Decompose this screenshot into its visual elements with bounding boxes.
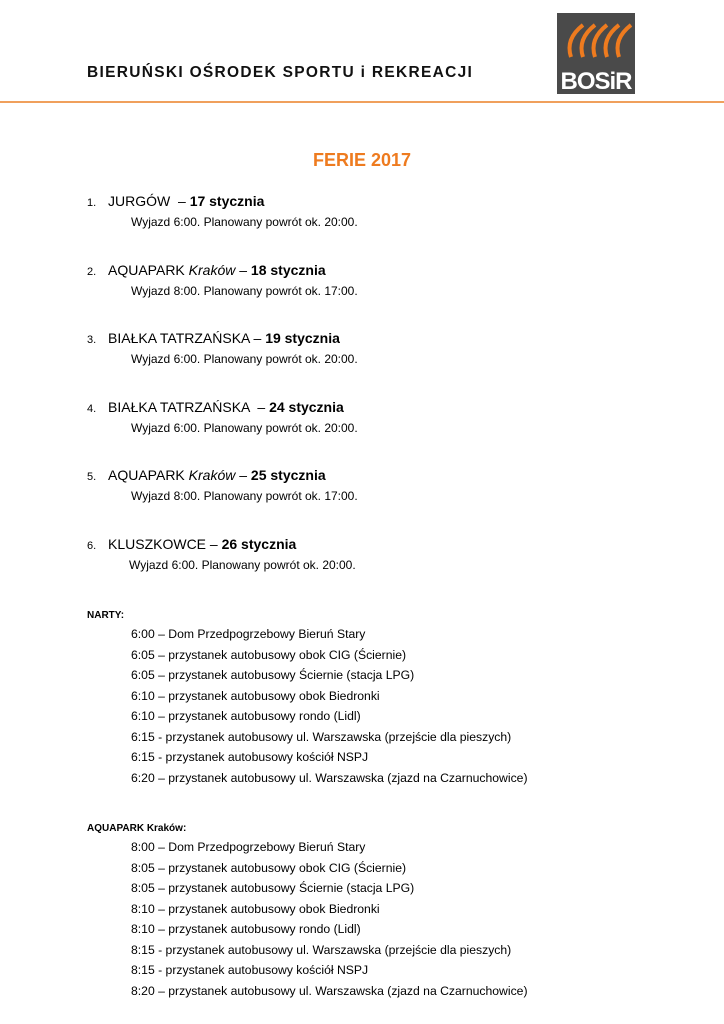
list-item: 8:15 - przystanek autobusowy ul. Warszawska (przejście dla pieszych): [131, 942, 512, 957]
list-item: 6:05 – przystanek autobusowy obok CIG (Ściernie): [131, 647, 407, 662]
trip-details: Wyjazd 8:00. Planowany powrót ok. 17:00.: [131, 284, 358, 298]
trip-details: Wyjazd 6:00. Planowany powrót ok. 20:00.: [131, 215, 358, 229]
logo-text: BOSiR: [560, 68, 632, 94]
trip-details: Wyjazd 8:00. Planowany powrót ok. 17:00.: [131, 489, 358, 503]
list-item: 8:10 – przystanek autobusowy rondo (Lidl): [131, 922, 361, 936]
aquapark-stops-list: [131, 837, 528, 1001]
organization-name: BIERUŃSKI OŚRODEK SPORTU i REKREACJI: [87, 64, 474, 81]
list-item: 8:10 – przystanek autobusowy obok Biedronki: [131, 901, 380, 916]
trip-item: 3. BIAŁKA TATRZAŃSKA – 19 stycznia Wyjazd 6:00. Planowany powrót ok. 20:00.: [87, 329, 687, 367]
narty-stops-list: [131, 624, 528, 788]
trip-item: 5. AQUAPARK Kraków – 25 stycznia Wyjazd 8:00. Planowany powrót ok. 17:00.: [87, 466, 687, 504]
trip-item: 2. AQUAPARK Kraków – 18 stycznia Wyjazd 8:00. Planowany powrót ok. 17:00.: [87, 261, 687, 299]
list-item: 6:00 – Dom Przedpogrzebowy Bieruń Stary: [131, 627, 366, 641]
trip-item: 1. JURGÓW – 17 stycznia Wyjazd 6:00. Planowany powrót ok. 20:00.: [87, 192, 687, 230]
list-item: 6:20 – przystanek autobusowy ul. Warszawska (zjazd na Czarnuchowice): [131, 770, 528, 785]
list-item: 8:00 – Dom Przedpogrzebowy Bieruń Stary: [131, 840, 366, 854]
list-item: 8:20 – przystanek autobusowy ul. Warszawska (zjazd na Czarnuchowice): [131, 983, 528, 998]
bosir-logo: [557, 13, 635, 94]
list-item: 8:05 – przystanek autobusowy obok CIG (Ściernie): [131, 860, 407, 875]
page-title: FERIE 2017: [312, 150, 412, 170]
list-item: 6:10 – przystanek autobusowy rondo (Lidl): [131, 709, 361, 723]
list-item: 6:05 – przystanek autobusowy Ściernie (stacja LPG): [131, 668, 415, 682]
trip-item: 4. BIAŁKA TATRZAŃSKA – 24 stycznia Wyjazd 6:00. Planowany powrót ok. 20:00.: [87, 398, 687, 436]
header-divider: [0, 101, 724, 103]
trip-details: Wyjazd 6:00. Planowany powrót ok. 20:00.: [129, 558, 356, 572]
list-item: 8:15 - przystanek autobusowy kościół NSPJ: [131, 963, 369, 977]
trip-details: Wyjazd 6:00. Planowany powrót ok. 20:00.: [131, 421, 358, 435]
aquapark-heading: AQUAPARK Kraków:: [87, 823, 187, 834]
list-item: 6:15 - przystanek autobusowy ul. Warszawska (przejście dla pieszych): [131, 729, 512, 744]
trip-item: 6. KLUSZKOWCE – 26 stycznia Wyjazd 6:00. Planowany powrót ok. 20:00.: [87, 535, 687, 573]
list-item: 6:10 – przystanek autobusowy obok Biedronki: [131, 688, 380, 703]
narty-heading: NARTY:: [87, 610, 125, 621]
list-item: 6:15 - przystanek autobusowy kościół NSPJ: [131, 750, 369, 764]
list-item: 8:05 – przystanek autobusowy Ściernie (stacja LPG): [131, 881, 415, 895]
trip-details: Wyjazd 6:00. Planowany powrót ok. 20:00.: [131, 352, 358, 366]
